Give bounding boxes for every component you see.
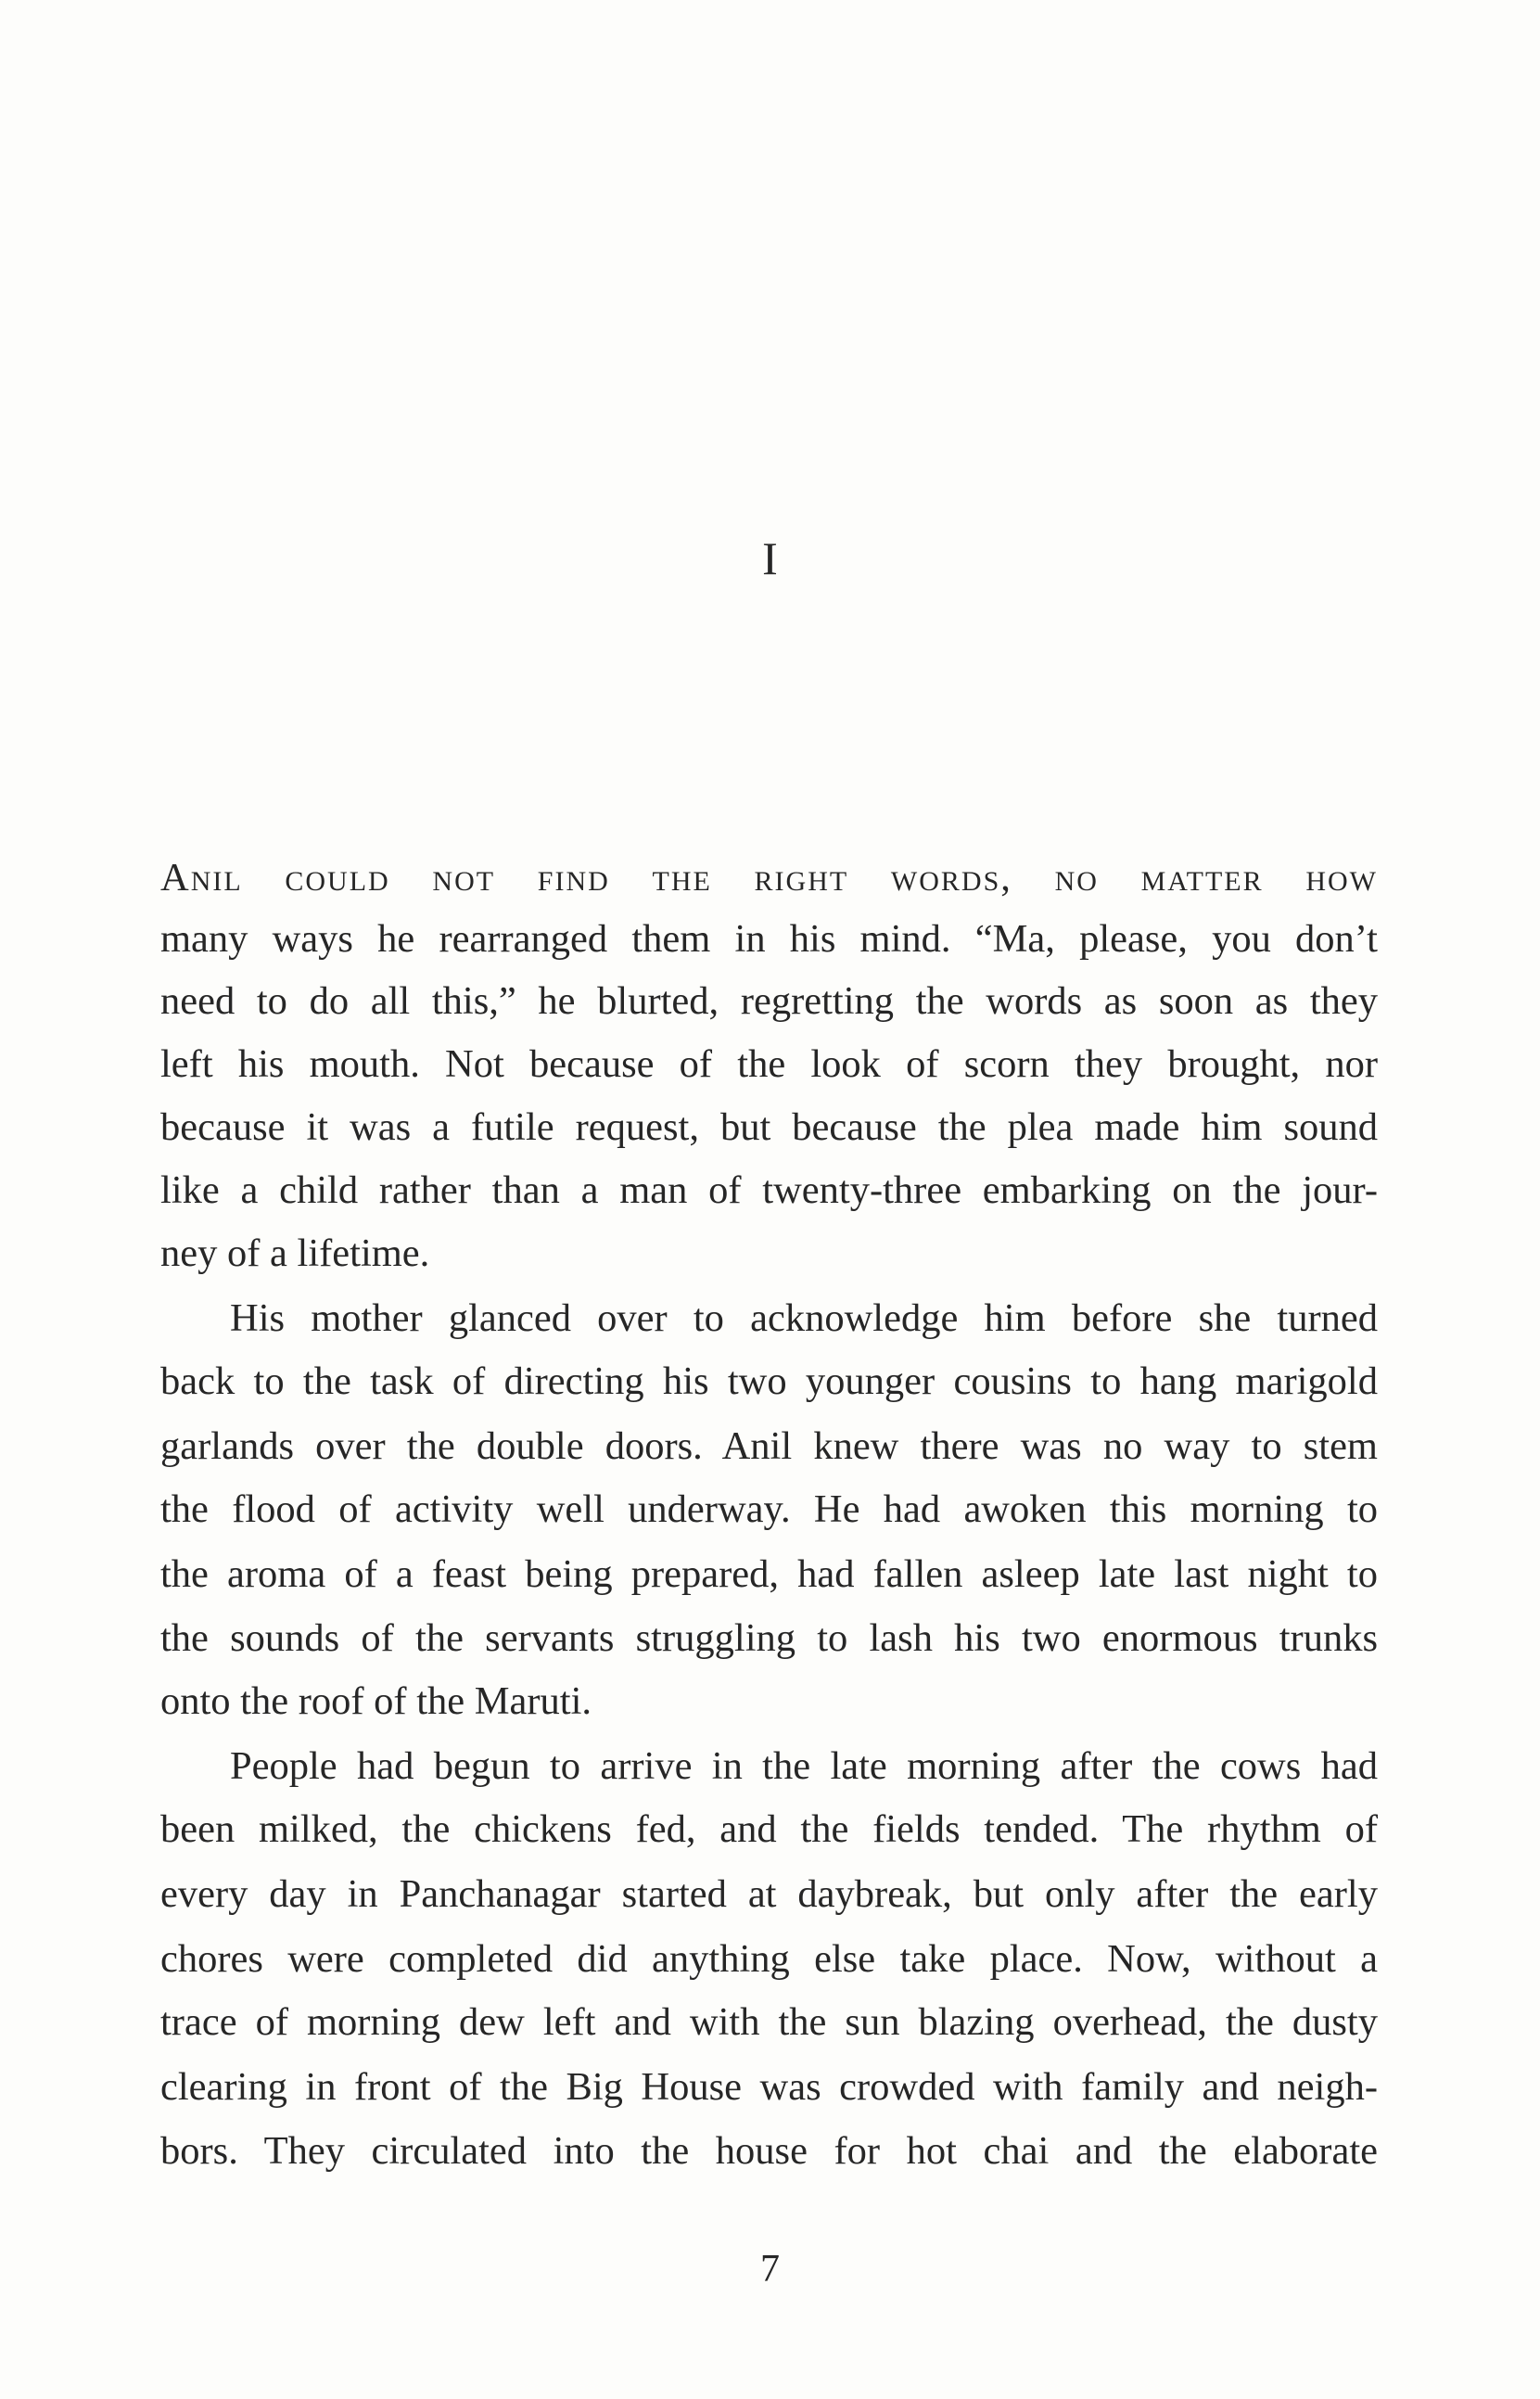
text-line: the flood of activity well underway. He had awoken this morning to xyxy=(160,1487,1378,1531)
text-line: like a child rather than a man of twenty-three embarking on the jour- xyxy=(160,1168,1378,1212)
text-line: onto the roof of the Maruti. xyxy=(160,1679,592,1723)
page-number: 7 xyxy=(760,2248,780,2291)
text-line: His mother glanced over to acknowledge him before she turned xyxy=(230,1296,1378,1340)
text-line: trace of morning dew left and with the sun blazing overhead, the dusty xyxy=(160,2000,1378,2044)
text-line: clearing in front of the Big House was crowded with family and neigh- xyxy=(160,2065,1378,2109)
text-line: the sounds of the servants struggling to lash his two enormous trunks xyxy=(160,1616,1378,1660)
text-line: the aroma of a feast being prepared, had fallen asleep late last night to xyxy=(160,1552,1378,1596)
text-line: ney of a lifetime. xyxy=(160,1231,430,1275)
text-line: Anil could not find the right words, no matter how xyxy=(160,856,1378,900)
text-line: back to the task of directing his two younger cousins to hang marigold xyxy=(160,1359,1378,1403)
text-line: need to do all this,” he blurted, regretting the words as soon as they xyxy=(160,979,1378,1023)
text-line: chores were completed did anything else take place. Now, without a xyxy=(160,1937,1378,1981)
text-line: every day in Panchanagar started at daybreak, but only after the early xyxy=(160,1872,1378,1916)
text-line: left his mouth. Not because of the look of scorn they brought, nor xyxy=(160,1042,1378,1086)
text-line: because it was a futile request, but because the plea made him sound xyxy=(160,1105,1378,1149)
text-line: People had begun to arrive in the late morning after the cows had xyxy=(230,1744,1378,1788)
chapter-number: I xyxy=(762,532,778,584)
text-line: garlands over the double doors. Anil knew there was no way to stem xyxy=(160,1424,1378,1468)
text-line: bors. They circulated into the house for hot chai and the elaborate xyxy=(160,2129,1378,2173)
text-line: many ways he rearranged them in his mind. “Ma, please, you don’t xyxy=(160,917,1378,961)
text-line: been milked, the chickens fed, and the fields tended. The rhythm of xyxy=(160,1807,1378,1851)
